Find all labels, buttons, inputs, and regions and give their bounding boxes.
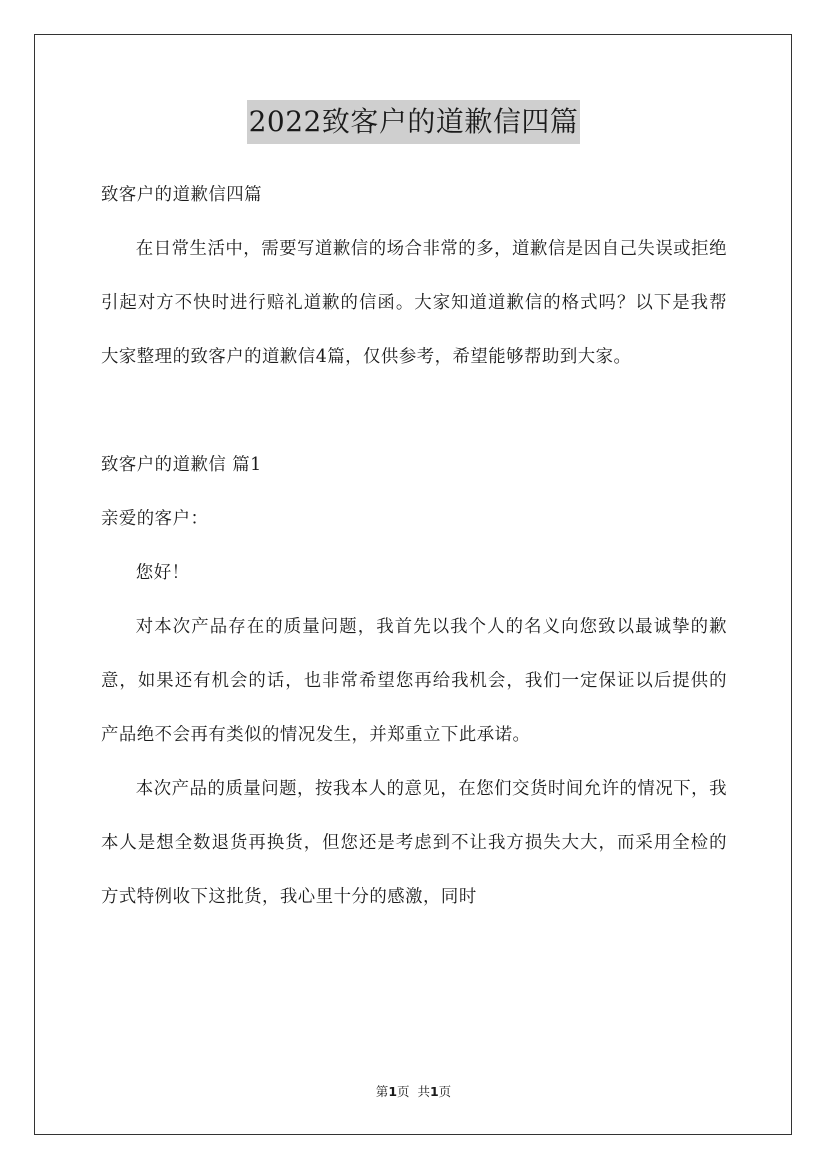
greeting: 您好！ [135, 563, 190, 583]
page-total: 1 [429, 1084, 439, 1099]
title-container [0, 100, 827, 144]
page-current: 1 [388, 1084, 398, 1099]
page-mid: 页 共 [397, 1084, 430, 1099]
page-prefix: 第 [375, 1084, 389, 1099]
body-paragraph-1: 对本次产品存在的质量问题，我首先以我个人的名义向您致以最诚挚的歉意，如果还有机会的话，也非常希望您再给我机会，我们一定保证以后提供的产品绝不会再有类似的情况发生，并郑重立下此承诺。 [101, 617, 727, 745]
page-suffix: 页 [438, 1084, 452, 1099]
spacer [101, 384, 727, 438]
document-heading: 致客户的道歉信四篇 [101, 185, 263, 205]
document-body [101, 168, 727, 924]
body-paragraph-2: 本次产品的质量问题，按我本人的意见，在您们交货时间允许的情况下，我本人是想全数退货再换货，但您还是考虑到不让我方损失大大，而采用全检的方式特例收下这批货，我心里十分的感激，同时 [101, 779, 727, 907]
document-title: 2022致客户的道歉信四篇 [247, 100, 581, 144]
section-heading: 致客户的道歉信 篇1 [101, 455, 262, 475]
page-footer [0, 1082, 827, 1102]
salutation: 亲爱的客户： [101, 509, 209, 529]
intro-paragraph: 在日常生活中，需要写道歉信的场合非常的多，道歉信是因自己失误或拒绝引起对方不快时进行赔礼道歉的信函。大家知道道歉信的格式吗？以下是我帮大家整理的致客户的道歉信4篇，仅供参考，希望能够帮助到大家。 [101, 239, 727, 367]
